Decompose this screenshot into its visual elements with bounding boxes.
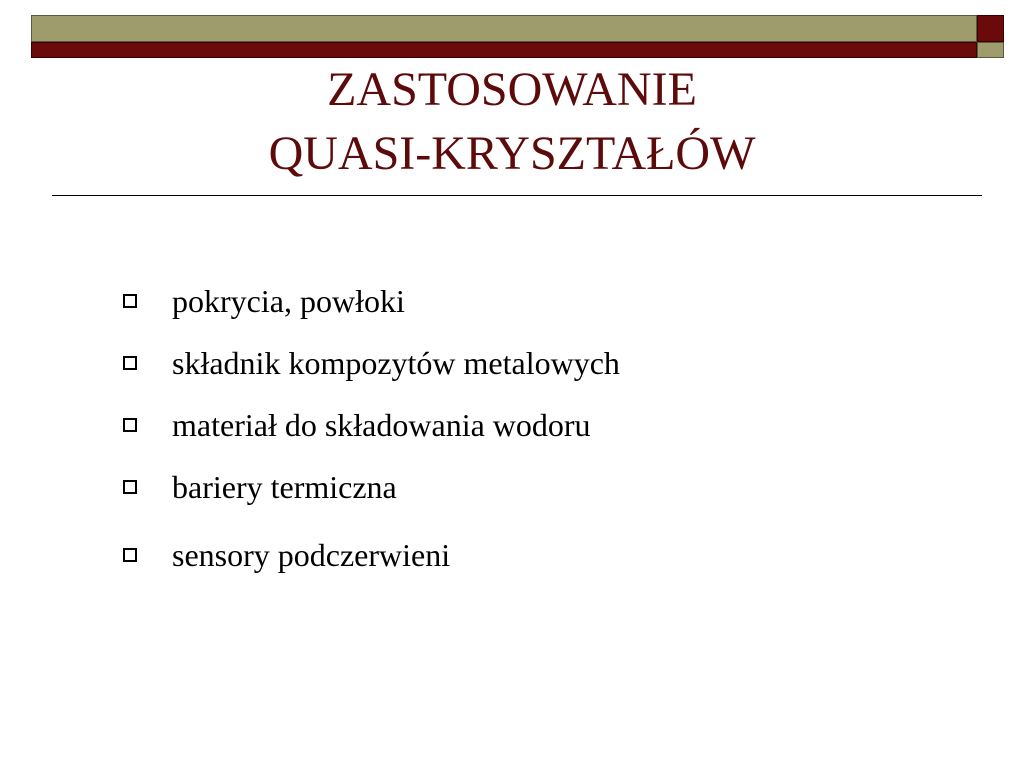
corner-square-maroon bbox=[977, 15, 1004, 42]
bullet-text: pokrycia, powłoki bbox=[172, 283, 405, 319]
list-item bbox=[120, 332, 620, 394]
list-item bbox=[120, 456, 620, 518]
title-divider bbox=[52, 195, 982, 196]
bullet-list bbox=[120, 270, 620, 586]
bullet-text: składnik kompozytów metalowych bbox=[172, 345, 620, 381]
title-line-1: ZASTOSOWANIE bbox=[327, 63, 697, 116]
hollow-square-icon bbox=[123, 480, 137, 494]
title-line-2: QUASI-KRYSZTAŁÓW bbox=[268, 127, 756, 180]
hollow-square-icon bbox=[123, 418, 137, 432]
header-band-olive bbox=[31, 15, 977, 42]
hollow-square-icon bbox=[123, 548, 137, 562]
bullet-text: sensory podczerwieni bbox=[172, 537, 451, 573]
hollow-square-icon bbox=[123, 356, 137, 370]
corner-square-olive bbox=[977, 42, 1004, 58]
slide-title bbox=[0, 58, 1024, 186]
header-band-maroon bbox=[31, 42, 977, 58]
list-item bbox=[120, 524, 620, 586]
hollow-square-icon bbox=[123, 294, 137, 308]
list-item bbox=[120, 394, 620, 456]
bullet-text: bariery termiczna bbox=[172, 469, 397, 505]
list-item bbox=[120, 270, 620, 332]
bullet-text: materiał do składowania wodoru bbox=[172, 407, 591, 443]
